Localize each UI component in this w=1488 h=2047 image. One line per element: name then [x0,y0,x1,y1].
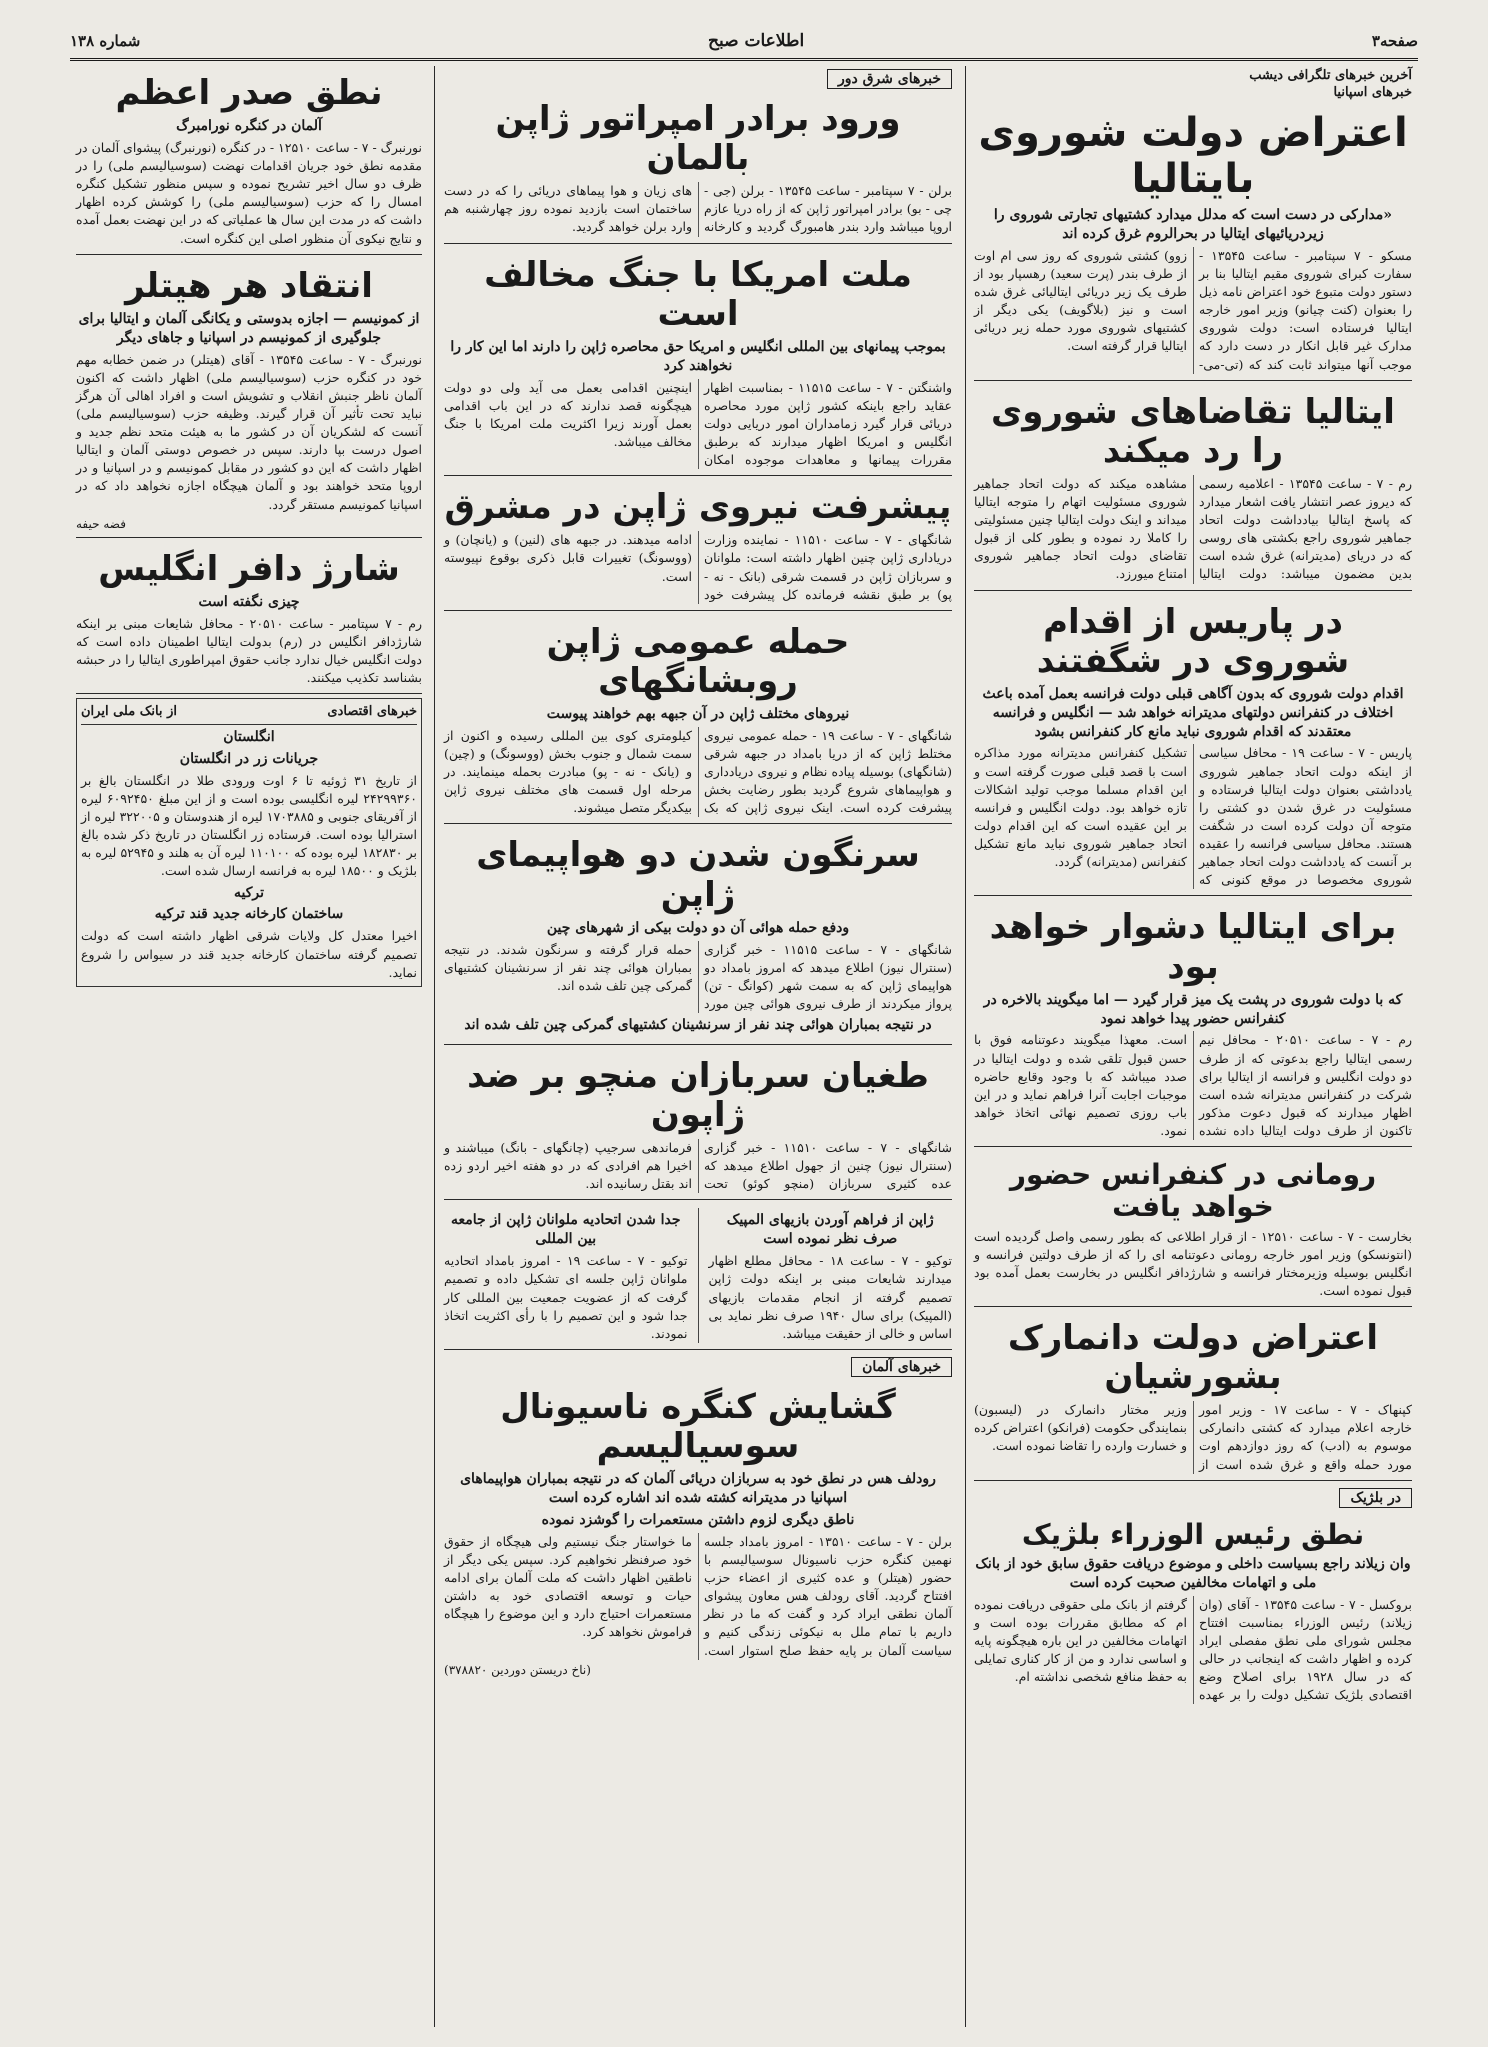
article-romania [974,1151,1412,1307]
subheadline: چیزی نگفته است [198,593,300,610]
headline: پیشرفت نیروی ژاپن در مشرق [444,487,952,528]
column-divider [434,66,435,2027]
article-shanghai-attack [444,615,952,825]
article-body: رم - ۷ - ساعت ۲۰۵۱۰ - محافل نیم رسمی ایتالیا راجع بدعوتی که از طرف دو دولت انگلیس و فرانسه از ایتالیا برای شرکت در کنفرانس مدیترانه شده است اظهار میدارند که قبول دعوت مذکور تاکنون از طرف دولت ایتالیا داده نشده است. معهذا میگویند دعوتنامه فوق با حسن قبول تلقی شده و دولت ایتالیا در صدد میباشد که با وجود وقایع حاضره موجبات اجابت آنرا فراهم نماید و در این باب روزی تصمیم نهائی اتخاذ خواهد نمود. [974,1032,1412,1139]
headline: طغیان سربازان منچو بر ضد ژاپون [467,1055,929,1136]
article-paris [974,595,1412,897]
article-body: شانگهای - ۷ - ساعت ۱۱۵۱۵ - خبر گزاری (سنترال نیوز) اطلاع میدهد که امروز بامداد دو هواپیمای ژاپن که به سمت شهر (کوانگ - تن) پرواز میکردند از طرف نیروی هوائی چین مورد حمله قرار گرفته و سرنگون شدند. در نتیجه بمباران هوائی چند نفر از سرنشینان کشتیهای گمرکی چین تلف شده اند. [444,941,952,1011]
article-body: شانگهای - ۷ - ساعت ۱۱۵۱۰ - خبر گزاری (سنترال نیوز) چنین از جهول اطلاع میدهد که عده کثیری سربازان (منچو کوئو) تحت فرماندهی سرجیپ (چانگهای - بانگ) میباشند و اخیرا هم افرادی که در دو هفته اخیر اردو زده اند بقتل رسانیده اند. [444,1140,952,1192]
article-sailors [444,1208,688,1342]
headline: ملت امریکا با جنگ مخالف است [484,254,912,334]
subheadline: «مدارکی در دست است که مدلل میدارد کشتیهای تجارتی شوروی را زیردریائیهای ایتالیا در بحرالروم غرق کرده اند [993,207,1393,242]
column-divider [965,66,966,2027]
headline: برای ایتالیا دشوار خواهد بود [989,907,1397,987]
headline: جدا شدن اتحادیه ملوانان ژاپن از جامعه بین المللی [451,1212,681,1248]
article-body: بروکسل - ۷ - ساعت ۱۳۵۴۵ - آقای (وان زیلاند) رئیس الوزراء بمناسبت افتتاح مجلس شورای ملی نطق مفصلی ایراد کرده و اظهار داشت که اینجانب در حالی که در سال ۱۹۲۸ برای اصلاح وضع اقتصادی بلژیک تشکیل دولت را بر عهده گرفتم از بانک ملی حقوقی دریافت نموده ام که مطابق مقررات بوده است و اتهامات مخالفین در این باره هیچگونه پایه و اساسی ندارد و من از کار کناری تمایلی به حفظ منافع شخصی نداشته ام. [974,1596,1412,1703]
country-label: انگلستان [223,729,275,746]
article-denmark [974,1311,1412,1481]
article-body: اخیرا معتدل کل ولایات شرقی اظهار داشته است که دولت تصمیم گرفته ساختمان کارخانه جدید قند در سیواس را شروع نماید. [81,928,417,980]
subheadline: ناطق دیگری لزوم داشتن مستعمرات را گوشزد نموده [541,1511,855,1528]
article-body: کپنهاک - ۷ - ساعت ۱۷ - وزیر امور خارجه اعلام میدارد که کشتی دانمارکی موسوم به (ادب) که روز دوازدهم اوت مورد حمله واقع و غرق شده است از وزیر مختار دانمارک در (لیسبون) بنمایندگی حکومت (فرانکو) اعتراض کرده و خسارت وارده را تقاضا نموده است. [974,1402,1412,1472]
article-congress [444,1380,952,1683]
article-planes-downed [444,828,952,1044]
headline: گشایش کنگره ناسیونال سوسیالیسم [500,1386,896,1466]
subheadline: آلمان در کنگره نورامبرگ [176,118,322,135]
country-label: ترکیه [233,884,265,901]
issue-number: شماره ۱۳۸ [70,32,141,50]
middle-column [438,66,958,2027]
subheadline: وان زیلاند راجع بسیاست داخلی و موضوع دریافت حقوق سابق خود از بانک ملی و اتهامات مخالفین صحبت کرده است [975,1555,1411,1591]
subheadline: بموجب پیمانهای بین المللی انگلیس و امریکا حق محاصره ژاپن را دارند اما این کار را نخواهند کرد [450,338,946,374]
article-body: رم - ۷ - ساعت ۱۳۵۴۵ - اعلامیه رسمی که دیروز عصر انتشار یافت اشعار میدارد که پاسخ ایتالیا بیادداشت دولت اتحاد جماهیر شوروی راجع بکشتی های روسی که در دریای (مدیترانه) غرق شده است بدین مضمون میباشد: دولت ایتالیا مشاهده میکند که دولت اتحاد جماهیر شوروی مسئولیت اتهام را متوجه ایتالیا میداند و اینک دولت ایتالیا چنین مسئولیتی را کاملا رد نموده و بطور کلی از قبول تقاضای دولت اتحاد جماهیر شوروی امتناع میورزد. [974,475,1413,582]
masthead [70,24,1418,61]
headline: اعتراض دولت شوروی بایتالیا [978,110,1408,202]
section-label: خبرهای آلمان [851,1357,952,1377]
article-manchu-revolt [444,1049,952,1201]
article-belgium [974,1511,1412,1711]
economic-news-box [76,698,422,987]
article-body: رم - ۷ سپتامبر - ساعت ۲۰۵۱۰ - محافل شایعات مبنی بر اینکه شارژدافر انگلیس در (رم) بدولت ایتالیا اطمینان داده است که دولت انگلیس خیال ندارد جانب حقوق امپراطوری ایتالیا را در حبشه بشناسد تکذیب میکنند. [76,615,422,686]
section-label: آخرین خبرهای تلگرافی دیشب [1249,68,1412,83]
article-italy-difficult [974,900,1412,1147]
subheadline: در نتیجه بمباران هوائی چند نفر از سرنشینان کشتیهای گمرکی چین تلف شده اند [464,1017,932,1034]
article-olympics [709,1208,953,1342]
article-body: نورنبرگ - ۷ - ساعت ۱۳۵۴۵ - آقای (هیتلر) در ضمن خطابه مهم خود در کنگره حزب (سوسیالیسم ملی) اظهار داشت که اکنون آلمان ناظر جنبش انقلاب و تشویش است و افراد اهالی آن هرگز نباید تحت تأثیر آن قرار گیرند. وظیفه حزب (سوسیالیسم ملی) آنست که لشکریان آن در کشور ما به هیئت متحد نظم جدید و اصول درست بپا دارند. سپس در خصوص دوستی آلمان و ایتالیا اظهار داشت که این دو کشور در مقابل کمونیسم و در اسپانیا و در اروپا متحد خواهند بود و آلمان هیچگاه اجازه نخواهد داد که در اسپانیا کمونیسم مستقر گردد. [76,351,422,512]
section-label: خبرهای اقتصادی [327,704,417,720]
article-body: شانگهای - ۷ - ساعت ۱۹ - حمله عمومی نیروی مختلط ژاپن که از دریا بامداد در جبهه شرقی (شانگهای) بوسیله پیاده نظام و نیروی دریادداری و هواپیماهای شروع گردید بطور رضایت بخش پیشرفت کرده است. اینک نیروی ژاپن که بک کیلومتری کوی بین المللی رسیده و اکنون از سمت شمال و جنوب بخش (ووسونگ) و (چین) و (یانک - نه - پو) مبادرت بحمله مینمایند. در مرحله اول قسمت های مختلف نیروی ژاپن بیکدیگر متصل میشوند. [444,727,952,816]
headline: ایتالیا تقاضاهای شوروی را رد میکند [991,391,1395,471]
headline: ژاپن از فراهم آوردن بازیهای المپیک صرف نظر نموده است [726,1212,934,1248]
article-body: بخارست - ۷ - ساعت ۱۲۵۱۰ - از قرار اطلاعی که بطور رسمی واصل گردیده است (انتونسکو) وزیر امور خارجه رومانی دعوتنامه ای را که از طرف دولتین فرانسه و انگلیس بوسیله وزیرمختار فرانسه و شارژدافر انگلیس در بخارست بعمل آمده بود قبول نموده است. [974,1228,1412,1298]
page-number: صفحه۳ [1371,32,1418,50]
section-label: از بانک ملی ایران [81,704,177,720]
article-soviet-protest [974,102,1412,381]
article-italy-rejects [974,385,1412,591]
subheadline: رودلف هس در نطق خود به سربازان دریائی آلمان که در نتیجه بمباران هواپیماهای اسپانیا در مدیترانه کشته شده اند اشاره کرده است [460,1471,936,1506]
article-body: توکیو - ۷ - ساعت ۱۸ - محافل مطلع اظهار میدارند شایعات مبنی بر اینکه دولت ژاپن تصمیم گرفته از انجام مقدمات بازیهای (المپیک) برای سال ۱۹۴۰ صرف نظر نماید بی اساس و خالی از حقیقت میباشد. [708,1253,952,1341]
section-label: خبرهای اسپانیا [1333,85,1412,100]
article-body: شانگهای - ۷ - ساعت ۱۱۵۱۰ - نماینده وزارت دریاداری ژاپن چنین اظهار داشته است: ملوانان و سربازان ژاپن در قسمت شرقی (بانک - نه - پو) بر طبق نقشه فرمانده کل پیشرفت خود ادامه میدهند. در جبهه های (لنین) و (یانچان) و (ووسونگ) تغییرات قابل ذکری بوقوع نپیوسته است. [444,532,952,602]
signature: فضه حیفه [76,516,126,531]
article-chancellor-speech [76,66,422,255]
signature: (ناخ دریستن دوردین ۳۷۸۸۲۰) [444,1662,591,1677]
subheadline: اقدام دولت شوروی که بدون آگاهی قبلی دولت فرانسه بعمل آمده باعث اختلاف در کنفرانس دولتهای مدیترانه خواهد شد — انگلیس و فرانسه معتقدند که اقدام شوروی نباید مانع کار کنفرانس بشود [982,685,1404,740]
article-body: از تاریخ ۳۱ ژوئیه تا ۶ اوت ورودی طلا در انگلستان بالغ بر ۲۴۲۹۹۳۶۰ لیره انگلیسی بوده است و از این مبلغ ۶۰۹۲۴۵۰ لیره از آفریقای جنوبی و ۱۷۰۳۸۸۵ لیره از هندوستان و ۳۲۲۰۰۵ لیره از استرالیا بوده است. فرستاده زر انگلستان در تاریخ ذکر شده بالغ بر ۱۸۲۸۳۰ لیره بوده که ۱۱۰۱۰۰ لیره آن به هلند و ۵۲۹۴۵ لیره به بلژیک و ۱۸۵۰۰ لیره به فرانسه ارسال شده است. [81,772,418,879]
headline: انتقاد هر هیتلر [125,265,373,306]
econ-header [81,703,417,725]
article-body: توکیو - ۷ - ساعت ۱۹ - امروز بامداد اتحادیه ملوانان ژاپن جلسه ای تشکیل داده و تصمیم گرفت که از عضویت جمعیت بین المللی کار جدا شود و این تصمیم را با رأی اکثریت اتخاذ نمودند. [444,1253,688,1341]
headline: ورود برادر امپراتور ژاپن بالمان [495,99,901,179]
paper-name: اطلاعات صبح [708,31,805,51]
section-label: در بلژیک [1339,1488,1412,1508]
article-america [444,248,952,477]
right-column [968,66,1418,2027]
subheadline: ودفع حمله هوائی آن دو دولت بیکی از شهرهای چین [546,919,850,936]
article-body: برلن - ۷ سپتامبر - ساعت ۱۳۵۴۵ - برلن (جی - چی - بو) برادر امپراتور ژاپن که از راه دریا عازم اروپا میباشد وارد بندر هامبورگ گردید و کارخانه های زیان و هوا پیماهای دریائی را که در دست ساختمان است بازدید نموده روز چهارشنبه هم وارد برلن خواهد گردید. [444,183,952,235]
article-japan-advance [444,480,952,611]
divider [698,1208,699,1342]
subheadline: از کمونیسم — اجازه بدوستی و یکانگی آلمان و ایتالیا برای جلوگیری از کمونیسم در اسپانیا و جاهای دیگر [78,310,420,346]
headline: نطق صدر اعظم [115,73,383,113]
headline: در پاریس از اقدام شوروی در شگفتند [1036,601,1350,681]
subheadline: ساختمان کارخانه جدید قند ترکیه [154,906,344,923]
article-hitler [76,259,422,538]
article-body: واشنگتن - ۷ - ساعت ۱۱۵۱۵ - بمناسبت اظهار عقاید راجع باینکه کشور ژاپن مورد محاصره دریائی قرار گیرد زمامداران امور دریایی دولت انگلیس و امریکا اظهار میدارند که برطبق مقررات پیمانها و معاهدات موجوده امکان اینچنین اقدامی بعمل می آید ولی دو دولت هیچگونه قصد ندارند که در این باب اقدامی بعمل آورند زیرا اکثریت ملت امریکا با جنگ مخالف میباشد. [444,379,952,468]
article-emperor-brother [444,92,952,244]
article-charge-affaires [76,542,422,694]
article-body: پاریس - ۷ - ساعت ۱۹ - محافل سیاسی از اینکه دولت اتحاد جماهیر شوروی یادداشتی بعنوان دولت ایتالیا فرستاده و مسئولیت در غرق شدن دو کشتی را متوجه آن دولت کرده است در شگفت هستند. محافل سیاسی فرانسه را عقیده بر آنست که یادداشت دولت اتحاد جماهیر شوروی مخصوصا در موقع کنونی که تشکیل کنفرانس مدیترانه مورد مذاکره است با قصد قبلی صورت گرفته است و این اقدام مسلما موجب تولید اشکالات تازه خواهد بود. دولت انگلیس و فرانسه بر این عقیده است که این اقدام دولت اتحاد جماهیر شوروی نباید مانع تشکیل کنفرانس (مدیترانه) گردد. [974,745,1412,888]
subheadline: جریانات زر در انگلستان [179,750,319,767]
headline: نطق رئیس الوزراء بلژیک [1021,1517,1365,1551]
article-body: برلن - ۷ - ساعت ۱۳۵۱۰ - امروز بامداد جلسه نهمین کنگره حزب ناسیونال سوسیالیسم با حضور (هیتلر) و عده کثیری از اعضاء حزب افتتاح گردید. آقای رودلف هس معاون پیشوای آلمان نطقی ایراد کرد و گفت که ما در نظر داریم با تمام ملل به نیکوئی زندگی کنیم و سیاست آلمان بر پایه حفظ صلح استوار است. ما خواستار جنگ نیستیم ولی هیچگاه از حقوق خود صرفنظر نخواهیم کرد. سپس یکی دیگر از ناطقین اظهار داشت که ملت آلمان برای ادامه حیات و توسعه اقتصادی خود به داشتن مستعمرات احتیاج دارد و این موضوع را هیچگاه فراموش نخواهد کرد. [444,1533,952,1658]
article-body: مسکو - ۷ سپتامبر - ساعت ۱۳۵۴۵ - سفارت کبرای شوروی مقیم ایتالیا بنا بر دستور دولت متبوع خود اعتراض نامه ذیل را بعنوان (کنت چیانو) وزیر امور خارجه ایتالیا فرستاده است: دولت شوروی مدارک غیر قابل انکار در دست دارد که موجب آنها میتواند ثابت کند که (تی-می-زوو) کشتی شوروی که روز سی ام اوت از طرف بندر (پرت سعید) رهسپار بود از طرف یک زیر دریائی ایتالیائی غرق شده است و نیز (بلاگویف) یکی دیگر از کشتیهای شوروی مورد حمله زیر دریائی ایتالیا قرار گرفته است. [974,247,1412,372]
section-label: خبرهای شرق دور [827,69,952,89]
headline: حمله عمومی ژاپن روبشانگهای [546,621,850,701]
article-pair [444,1204,952,1349]
headline: شارژ دافر انگلیس [98,548,400,589]
headline: رومانی در کنفرانس حضور خواهد یافت [1009,1158,1377,1224]
article-body: نورنبرگ - ۷ - ساعت ۱۲۵۱۰ - در کنگره (نورنبرگ) پیشوای آلمان در مقدمه نطق خود جریان اقدامات نهضت (سوسیالیسم ملی) را در ظرف دو سال اخیر تشریح نموده و سپس منظور تشکیل کنگره امسال را که حزب (سوسیالیسم ملی) را کوشش کرده اظهار داشت که در مدت این سال ها عملیاتی که در این نهضت بعمل آمده و نتایج نیکوی آن منظور اصلی این کنگره است. [76,139,422,246]
subheadline: که با دولت شوروی در پشت یک میز قرار گیرد — اما میگویند بالاخره در کنفرانس حضور پیدا خواهد نمود [983,991,1403,1027]
headline: اعتراض دولت دانمارک بشورشیان [1007,1318,1379,1398]
subheadline: نیروهای مختلف ژاپن در آن جبهه بهم خواهند پیوست [546,705,850,722]
headline: سرنگون شدن دو هواپیمای ژاپن [476,835,920,915]
left-column [70,66,428,2027]
